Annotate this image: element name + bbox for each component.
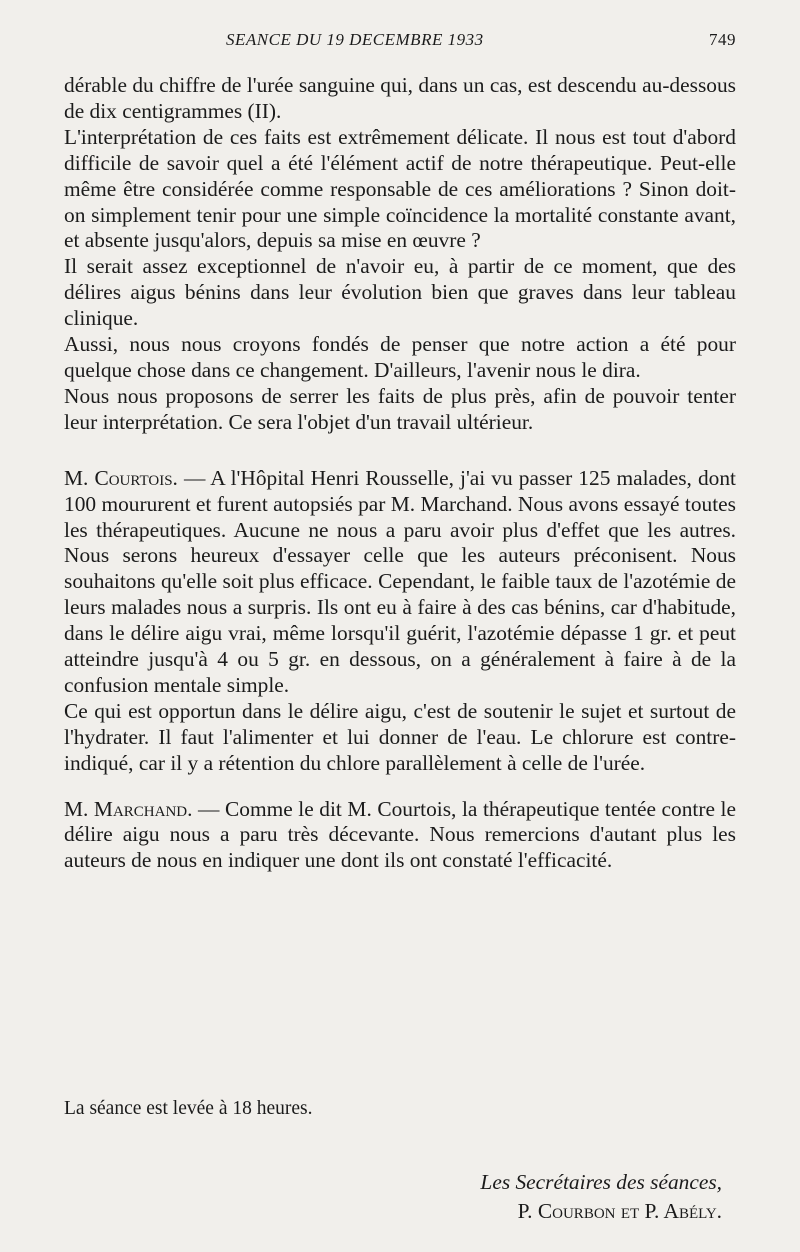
marchand-intervention xyxy=(64,797,736,875)
courtois-text: A l'Hôpital Henri Rousselle, j'ai vu passer 125 malades, dont 100 moururent et furent autopsiés par M. Marchand. Nous avons essayé toutes les thérapeutiques. Aucune ne nous a paru avoir plus d'effet que les autres. Nous serons heureux d'essayer celle que les auteurs préconisent. Nous souhaitons qu'elle soit plus efficace. Cependant, le faible taux de l'azotémie de leurs malades nous a surpris. Ils ont eu à faire à des cas bénins, car d'habitude, dans le délire aigu vrai, même lorsqu'il guérit, l'azotémie dépasse 1 gr. et peut atteindre jusqu'à 4 ou 5 gr. en dessous, on a généralement à faire à de la confusion mentale simple. xyxy=(64,465,736,697)
paragraph: Nous nous proposons de serrer les faits de plus près, afin de pouvoir tenter leur interprétation. Ce sera l'objet d'un travail ultérieur. xyxy=(64,383,736,434)
speaker-courtois: M. Courtois. xyxy=(64,465,178,490)
closing-line: La séance est levée à 18 heures. xyxy=(64,1098,313,1119)
body-text xyxy=(64,73,736,874)
marchand-text: Comme le dit M. Courtois, la thérapeutique tentée contre le délire aigu nous a paru très décevante. Nous remercions d'autant plus les auteurs de nous en indiquer une dont ils ont constaté l'efficacité. xyxy=(64,796,736,873)
paragraph: Il serait assez exceptionnel de n'avoir eu, à partir de ce moment, que des délires aigus bénins dans leur évolution bien que graves dans leur tableau clinique. xyxy=(64,254,736,331)
paragraph: Aussi, nous nous croyons fondés de penser que notre action a été pour quelque chose dans ce changement. D'ailleurs, l'avenir nous le dira. xyxy=(64,332,736,382)
page-number: 749 xyxy=(709,30,736,49)
courtois-intervention xyxy=(64,466,736,699)
signature-role: Les Secrétaires des séances, xyxy=(480,1170,722,1194)
speaker-dash: — xyxy=(177,465,211,490)
signature-names: P. Courbon et P. Abély. xyxy=(517,1199,722,1223)
speaker-marchand: M. Marchand. xyxy=(64,796,193,821)
paragraph: L'interprétation de ces faits est extrêmement délicate. Il nous est tout d'abord difficile de savoir quel a été l'élément actif de notre thérapeutique. Peut-elle même être considérée comme responsable de ces améliorations ? Sinon doit-on simplement tenir pour une simple coïncidence la mortalité constante avant, et absente jusqu'alors, depuis sa mise en œuvre ? xyxy=(64,124,736,253)
speaker-dash: — xyxy=(192,796,225,821)
running-title: SEANCE DU 19 DECEMBRE 1933 xyxy=(226,30,484,49)
paragraph: Ce qui est opportun dans le délire aigu, c'est de soutenir le sujet et surtout de l'hydrater. Il faut l'alimenter et lui donner de l'eau. Le chlorure est contre-indiqué, car il y a rétention du chlore parallèlement à celle de l'urée. xyxy=(64,698,736,775)
paragraph: dérable du chiffre de l'urée sanguine qui, dans un cas, est descendu au-dessous de dix centigrammes (II). xyxy=(64,73,736,123)
